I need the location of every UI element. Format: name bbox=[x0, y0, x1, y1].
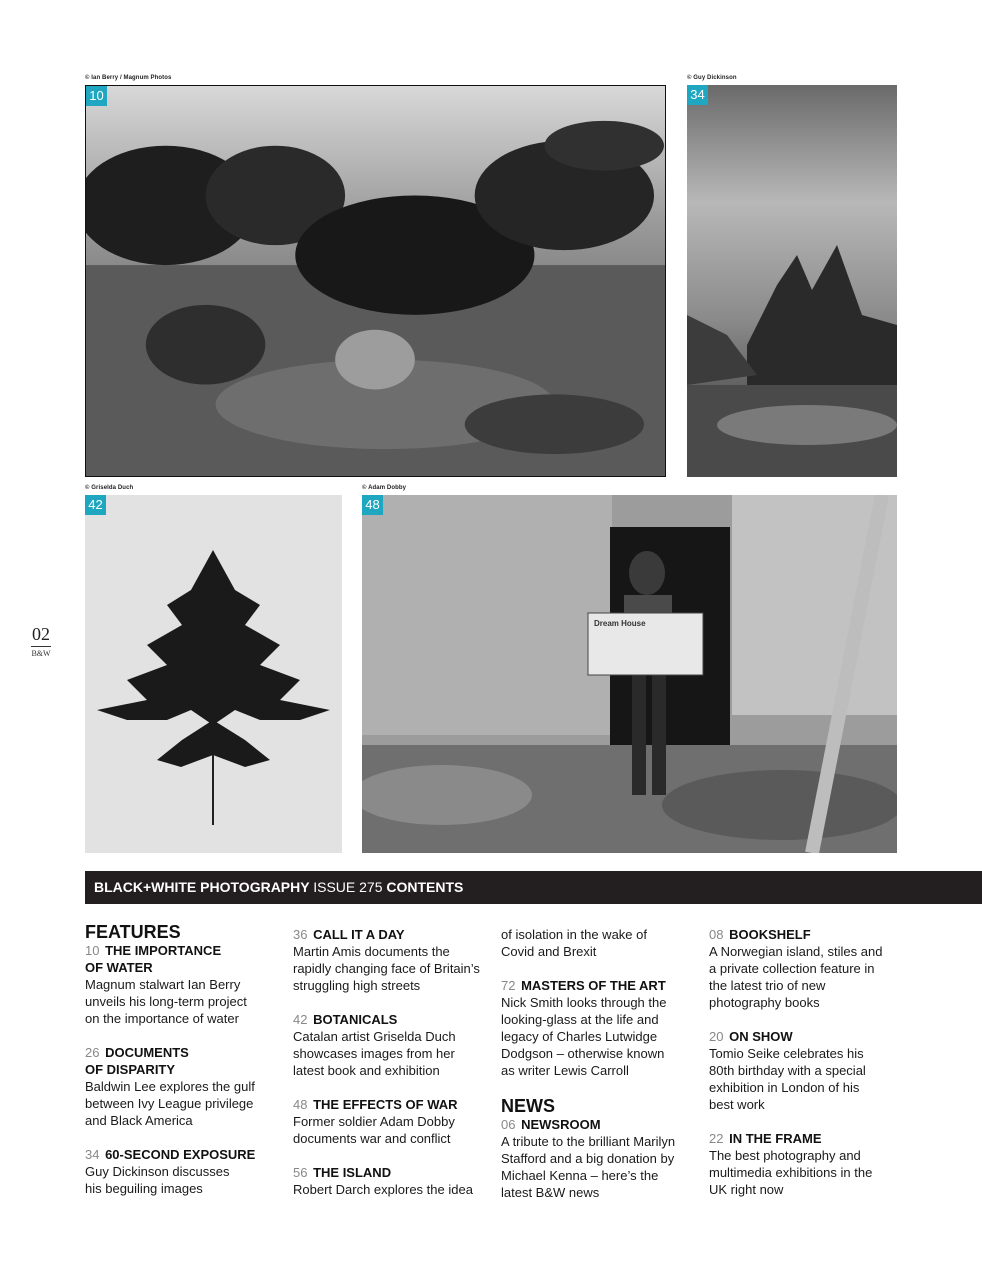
contents-entry[interactable] bbox=[501, 1116, 696, 1201]
photo-mud-crawl bbox=[85, 85, 666, 477]
contents-entry[interactable] bbox=[85, 1146, 280, 1197]
photo-credit-berry: © Ian Berry / Magnum Photos bbox=[85, 75, 172, 81]
banner-label: CONTENTS bbox=[386, 879, 464, 895]
folio-page-number: 02 bbox=[32, 624, 50, 644]
entry-page: 22 bbox=[709, 1131, 728, 1146]
entry-description-continued: Robert Darch explores the idea bbox=[293, 1182, 473, 1197]
mountain-icon bbox=[687, 85, 897, 477]
box-label: Dream House bbox=[594, 619, 646, 628]
features-heading: FEATURES bbox=[85, 922, 181, 942]
entry-description: Nick Smith looks through the looking-glass at the life and legacy of Charles Lutwidge Dodgson – otherwise known as writer Lewis Carroll bbox=[501, 995, 667, 1078]
entry-page: 48 bbox=[293, 1097, 312, 1112]
entry-title: MASTERS OF THE ART bbox=[521, 978, 666, 993]
thistle-leaf-icon bbox=[85, 495, 342, 853]
entry-title: BOTANICALS bbox=[313, 1012, 398, 1027]
entry-description: Catalan artist Griselda Duch showcases images from her latest book and exhibition bbox=[293, 1029, 456, 1078]
page-badge-10: 10 bbox=[86, 86, 107, 106]
entry-title: THE ISLAND bbox=[313, 1165, 392, 1180]
folio-rule bbox=[31, 646, 51, 647]
photo-thistle bbox=[85, 495, 342, 853]
entry-description: Tomio Seike celebrates his 80th birthday with a special exhibition in London of his best work bbox=[709, 1046, 866, 1112]
contents-entry[interactable] bbox=[85, 1044, 280, 1129]
contents-column-3 bbox=[501, 926, 696, 1218]
folio-magazine: B&W bbox=[31, 649, 51, 658]
entry-description: Magnum stalwart Ian Berry unveils his long-term project on the importance of water bbox=[85, 977, 247, 1026]
contents-entry[interactable] bbox=[293, 926, 488, 994]
banner-issue: ISSUE 275 bbox=[313, 879, 387, 895]
contents-entry[interactable] bbox=[293, 1096, 488, 1147]
entry-title: BOOKSHELF bbox=[729, 927, 811, 942]
entry-page: 10 bbox=[85, 943, 104, 958]
entry-title: NEWSROOM bbox=[521, 1117, 601, 1132]
contents-entry[interactable] bbox=[709, 1028, 904, 1113]
contents-column-2 bbox=[293, 926, 488, 1215]
entry-description: The best photography and multimedia exhibitions in the UK right now bbox=[709, 1148, 873, 1197]
entry-description: Baldwin Lee explores the gulf between Ivy League privilege and Black America bbox=[85, 1079, 255, 1128]
folio bbox=[28, 624, 54, 658]
entry-page: 42 bbox=[293, 1012, 312, 1027]
contents-entry[interactable] bbox=[709, 926, 904, 1011]
entry-page: 34 bbox=[85, 1147, 104, 1162]
entry-description: Guy Dickinson discusses his beguiling images bbox=[85, 1164, 230, 1196]
mud-crawl-icon bbox=[86, 86, 665, 476]
entry-title: IN THE FRAME bbox=[729, 1131, 822, 1146]
entry-page: 26 bbox=[85, 1045, 104, 1060]
entry-page: 72 bbox=[501, 978, 520, 993]
entry-description: A Norwegian island, stiles and a private collection feature in the latest trio of new photography books bbox=[709, 944, 883, 1010]
photo-credit-duch: © Griselda Duch bbox=[85, 485, 134, 491]
entry-title: THE IMPORTANCE OF WATER bbox=[85, 943, 222, 975]
photo-credit-dobby: © Adam Dobby bbox=[362, 485, 407, 491]
page-badge-48: 48 bbox=[362, 495, 383, 515]
entry-page: 36 bbox=[293, 927, 312, 942]
entry-description: A tribute to the brilliant Marilyn Stafford and a big donation by Michael Kenna – here’s the latest B&W news bbox=[501, 1134, 676, 1200]
entry-page: 06 bbox=[501, 1117, 520, 1132]
photo-credit-dickinson: © Guy Dickinson bbox=[687, 75, 737, 81]
photo-child-ruins bbox=[362, 495, 897, 853]
entry-title: CALL IT A DAY bbox=[313, 927, 405, 942]
child-ruins-icon bbox=[362, 495, 897, 853]
banner-brand: BLACK+WHITE PHOTOGRAPHY bbox=[94, 879, 314, 895]
contents-column-4 bbox=[709, 926, 904, 1215]
contents-column-1 bbox=[85, 922, 280, 1214]
entry-title: DOCUMENTS OF DISPARITY bbox=[85, 1045, 189, 1077]
photo-mountain bbox=[687, 85, 897, 477]
entry-description: Martin Amis documents the rapidly changing face of Britain’s struggling high streets bbox=[293, 944, 480, 993]
entry-title: ON SHOW bbox=[729, 1029, 793, 1044]
entry-description bbox=[293, 1181, 478, 1198]
page-badge-42: 42 bbox=[85, 495, 106, 515]
news-heading: NEWS bbox=[501, 1096, 555, 1116]
entry-description: Former soldier Adam Dobby documents war and conflict bbox=[293, 1114, 455, 1146]
contents-entry[interactable] bbox=[293, 1011, 488, 1079]
entry-title: THE EFFECTS OF WAR bbox=[313, 1097, 458, 1112]
entry-title: 60-SECOND EXPOSURE bbox=[105, 1147, 256, 1162]
entry-page: 08 bbox=[709, 927, 728, 942]
continuation-spacer: of isolation in the wake of Covid and Brexit bbox=[501, 927, 647, 959]
page-badge-34: 34 bbox=[687, 85, 708, 105]
contents-entry[interactable] bbox=[501, 977, 696, 1079]
entry-page: 20 bbox=[709, 1029, 728, 1044]
contents-entry[interactable] bbox=[709, 1130, 904, 1198]
contents-entry[interactable] bbox=[85, 942, 280, 1027]
contents-entry[interactable] bbox=[293, 1164, 488, 1198]
entry-page: 56 bbox=[293, 1165, 312, 1180]
contents-banner bbox=[85, 871, 982, 904]
